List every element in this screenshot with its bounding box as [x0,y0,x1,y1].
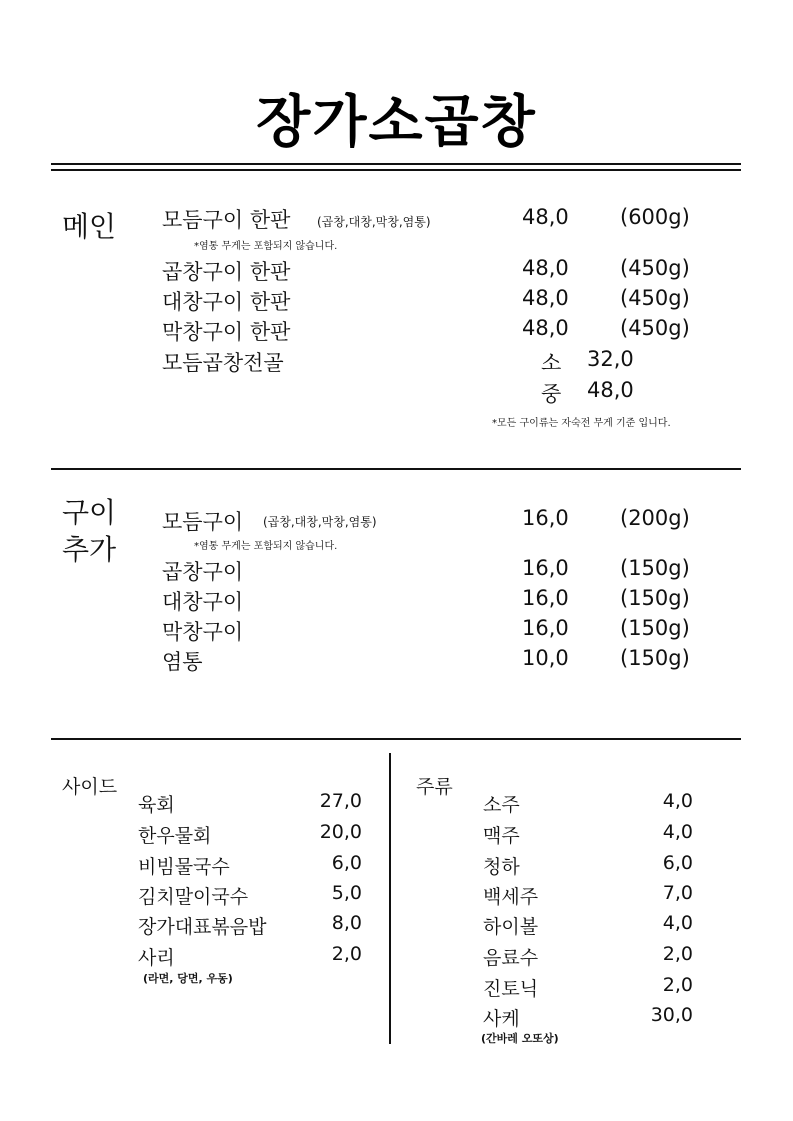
title-divider-bottom [51,169,741,171]
item-price: 4,0 [662,821,693,843]
item-name: 김치말이국수 [138,886,249,908]
item-price: 4,0 [662,790,693,812]
item-price: 2,0 [331,943,362,965]
item-name: 모듬구이 [162,510,244,534]
item-price: 5,0 [331,882,362,904]
item-name: 장가대표볶음밥 [138,916,267,938]
item-price: 6,0 [331,852,362,874]
item-weight: (450g) [620,256,690,280]
item-price: 48,0 [522,316,569,340]
item-price: 16,0 [522,506,569,530]
sari-note: (라면, 당면, 우동) [143,972,233,985]
item-price: 48,0 [522,205,569,229]
item-name: 모듬곱창전골 [162,351,284,375]
item-weight: (450g) [620,316,690,340]
item-name: 염통 [162,650,203,674]
item-detail: (곱창,대창,막창,염통) [263,515,377,529]
extra-category-line2: 추가 [62,533,117,566]
item-weight: (200g) [620,506,690,530]
item-weight: (150g) [620,616,690,640]
item-name: 한우물회 [138,825,212,847]
item-price: 10,0 [522,646,569,670]
item-name: 대창구이 한판 [162,290,291,314]
item-name: 곱창구이 한판 [162,260,291,284]
item-name: 대창구이 [162,590,244,614]
item-weight: (150g) [620,586,690,610]
item-price: 8,0 [331,912,362,934]
section-divider [51,738,741,740]
item-price: 6,0 [662,852,693,874]
item-price: 16,0 [522,616,569,640]
sake-note: (간바레 오또상) [481,1032,559,1045]
item-detail: (곱창,대창,막창,염통) [317,215,431,229]
main-footnote: *모든 구이류는 자숙전 무게 기준 입니다. [492,418,671,429]
section-divider [51,468,741,470]
item-price: 16,0 [522,556,569,580]
item-price: 20,0 [319,821,362,843]
item-name: 곱창구이 [162,560,244,584]
item-name: 막창구이 [162,620,244,644]
item-weight: (150g) [620,646,690,670]
item-price: 4,0 [662,912,693,934]
size-label-medium: 중 [541,382,562,406]
item-name: 사리 [138,947,175,969]
restaurant-title: 장가소곱창 [256,89,537,155]
item-weight: (450g) [620,286,690,310]
extra-category-line1: 구이 [62,496,117,529]
item-name: 청하 [483,856,520,878]
item-weight: (600g) [620,205,690,229]
item-name: 육회 [138,794,175,816]
item-weight: (150g) [620,556,690,580]
item-price: 2,0 [662,943,693,965]
item-price: 16,0 [522,586,569,610]
column-divider [389,753,391,1044]
item-price: 27,0 [319,790,362,812]
title-divider-top [51,163,741,165]
main-category: 메인 [62,210,117,243]
item-price: 48,0 [522,286,569,310]
size-label-small: 소 [541,351,562,375]
item-price: 2,0 [662,974,693,996]
item-name: 하이볼 [483,916,539,938]
item-name: 진토닉 [483,978,539,1000]
item-note: *염통 무게는 포함되지 않습니다. [194,241,338,252]
item-price: 48,0 [522,256,569,280]
item-name: 비빔물국수 [138,856,230,878]
item-price: 7,0 [662,882,693,904]
item-name: 막창구이 한판 [162,320,291,344]
item-name: 음료수 [483,947,539,969]
item-name: 맥주 [483,825,520,847]
item-price: 30,0 [650,1004,693,1026]
size-price-medium: 48,0 [587,378,634,402]
item-name: 사케 [483,1008,520,1030]
size-price-small: 32,0 [587,347,634,371]
side-category: 사이드 [62,776,118,798]
item-name: 백세주 [483,886,539,908]
item-note: *염통 무게는 포함되지 않습니다. [194,541,338,552]
item-name: 소주 [483,794,520,816]
item-name: 모듬구이 한판 [162,208,291,232]
drinks-category: 주류 [416,776,453,798]
